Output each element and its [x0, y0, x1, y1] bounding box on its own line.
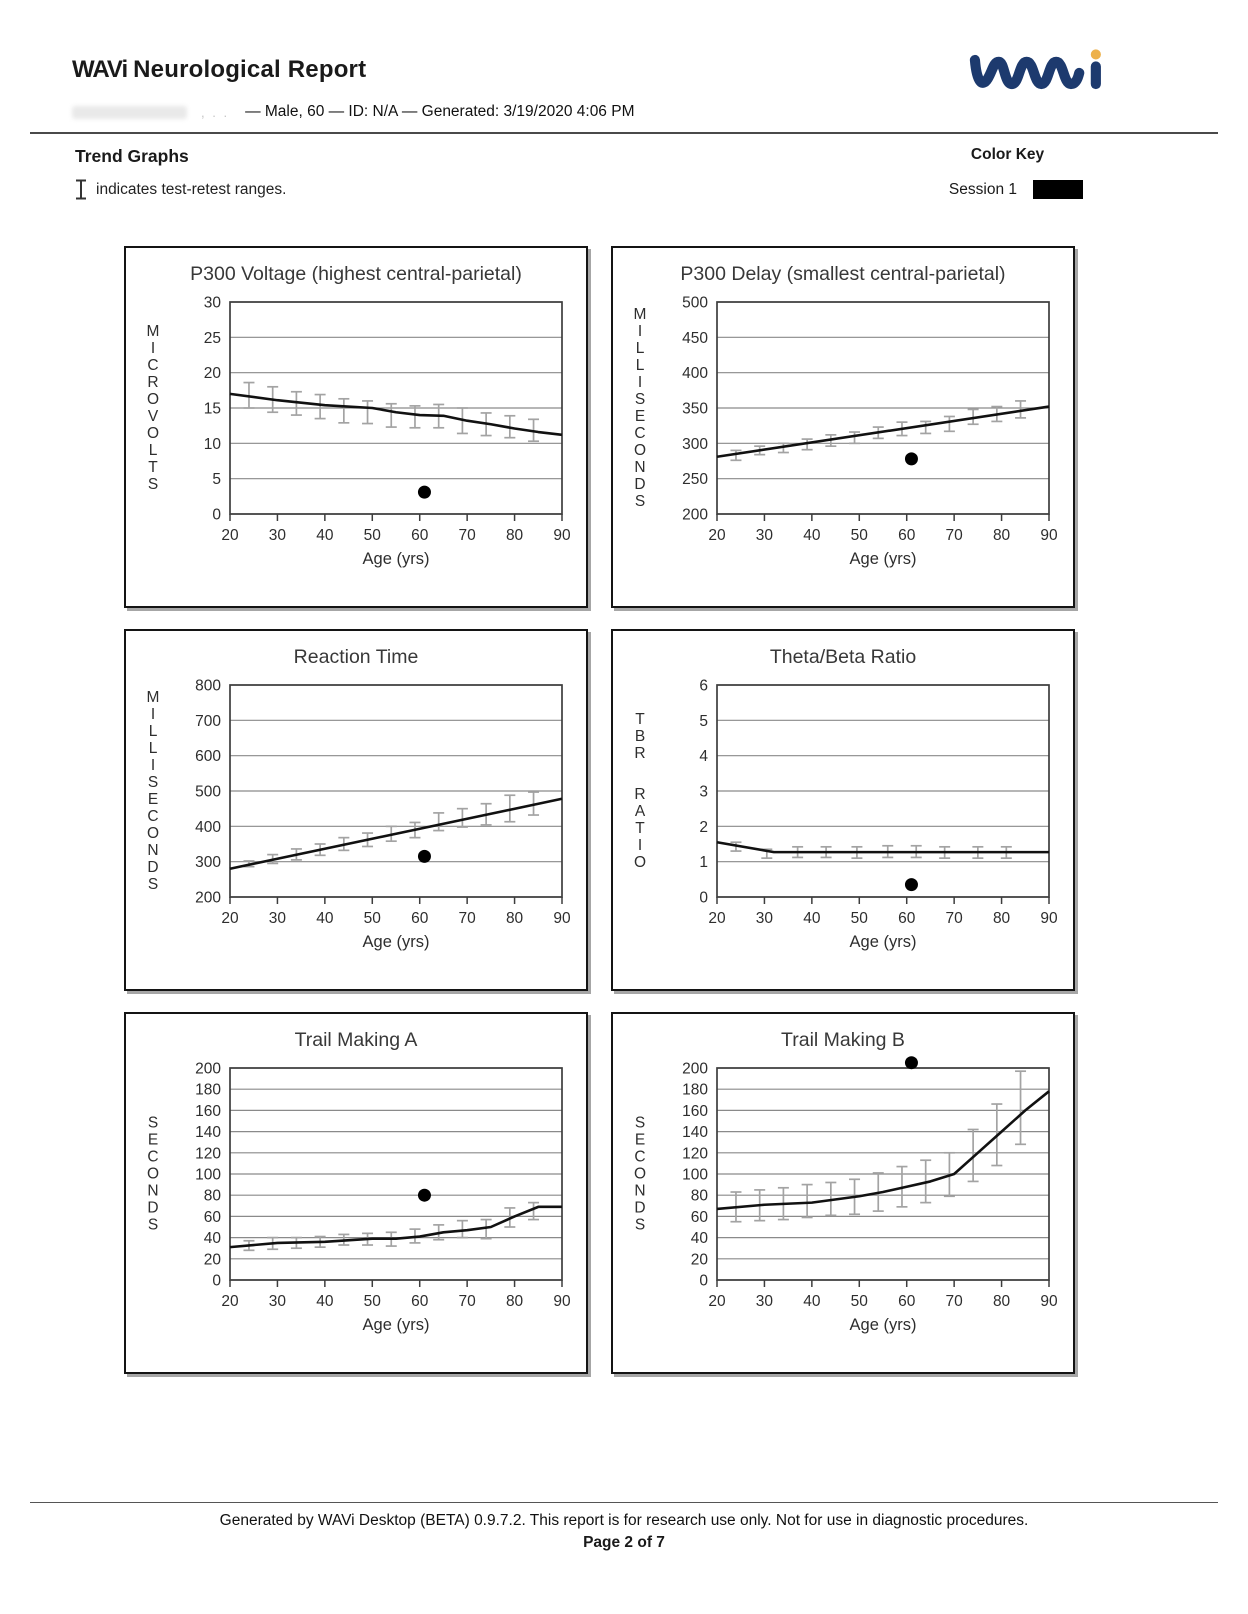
- svg-text:600: 600: [195, 748, 221, 766]
- footer-divider: [30, 1502, 1218, 1503]
- report-subtitle: [72, 103, 1185, 121]
- svg-text:Age (yrs): Age (yrs): [362, 550, 430, 568]
- svg-text:20: 20: [203, 1251, 221, 1269]
- svg-text:S: S: [634, 391, 646, 408]
- svg-text:30: 30: [268, 527, 287, 544]
- svg-text:0: 0: [212, 1272, 221, 1290]
- svg-text:S: S: [147, 476, 159, 493]
- svg-text:20: 20: [221, 527, 239, 544]
- svg-text:T: T: [635, 711, 645, 728]
- svg-text:80: 80: [992, 910, 1011, 927]
- meta-row: [75, 146, 1173, 200]
- svg-text:80: 80: [690, 1187, 708, 1205]
- svg-text:40: 40: [316, 1293, 334, 1310]
- svg-text:R: R: [147, 374, 159, 391]
- svg-text:S: S: [147, 876, 159, 893]
- svg-text:Age (yrs): Age (yrs): [362, 1316, 430, 1334]
- svg-text:O: O: [633, 854, 647, 871]
- chart-canvas-theta-beta-ratio: [613, 673, 1073, 963]
- page-title: [72, 56, 366, 84]
- svg-text:80: 80: [203, 1187, 221, 1205]
- svg-text:15: 15: [203, 400, 221, 418]
- svg-text:S: S: [634, 493, 646, 510]
- svg-text:I: I: [150, 340, 156, 357]
- svg-text:Age (yrs): Age (yrs): [849, 550, 917, 568]
- svg-text:90: 90: [1040, 1293, 1058, 1310]
- svg-text:N: N: [147, 842, 159, 859]
- svg-text:L: L: [635, 340, 645, 357]
- svg-text:140: 140: [682, 1124, 708, 1142]
- svg-text:70: 70: [458, 910, 476, 927]
- svg-text:80: 80: [992, 1293, 1011, 1310]
- svg-text:160: 160: [195, 1102, 221, 1120]
- svg-text:70: 70: [945, 527, 963, 544]
- trend-graphs-block: [75, 146, 286, 200]
- svg-text:40: 40: [316, 527, 334, 544]
- error-bar-icon: [75, 179, 87, 200]
- chart-canvas-reaction-time: [126, 673, 586, 963]
- svg-text:C: C: [147, 808, 159, 825]
- svg-text:50: 50: [850, 1293, 868, 1310]
- svg-text:90: 90: [553, 1293, 571, 1310]
- svg-text:90: 90: [553, 910, 571, 927]
- svg-text:30: 30: [268, 1293, 287, 1310]
- svg-text:I: I: [150, 706, 156, 723]
- svg-text:500: 500: [195, 783, 221, 801]
- svg-text:60: 60: [411, 1293, 429, 1310]
- svg-text:140: 140: [195, 1124, 221, 1142]
- wavi-logo: [963, 48, 1153, 96]
- brand-row: [72, 56, 1185, 96]
- svg-text:50: 50: [363, 527, 381, 544]
- svg-text:700: 700: [195, 712, 221, 730]
- svg-text:90: 90: [1040, 910, 1058, 927]
- svg-text:O: O: [146, 391, 160, 408]
- svg-text:40: 40: [803, 910, 821, 927]
- svg-text:N: N: [147, 1182, 159, 1200]
- svg-text:20: 20: [708, 1293, 726, 1310]
- charts-grid: [124, 246, 1248, 1374]
- svg-text:90: 90: [553, 527, 571, 544]
- svg-text:800: 800: [195, 677, 221, 695]
- chart-panel-p300-delay: [611, 246, 1075, 608]
- svg-text:30: 30: [755, 527, 774, 544]
- patient-info-text: — Male, 60 — ID: N/A — Generated: 3/19/2020 4:06 PM: [245, 103, 635, 120]
- svg-text:20: 20: [708, 910, 726, 927]
- svg-text:E: E: [634, 408, 646, 425]
- chart-title: P300 Voltage (highest central-parietal): [190, 263, 522, 285]
- svg-text:60: 60: [203, 1208, 221, 1226]
- svg-text:L: L: [148, 442, 158, 459]
- svg-text:160: 160: [682, 1102, 708, 1120]
- chart-panel-trail-making-a: [124, 1012, 588, 1374]
- svg-text:S: S: [147, 1114, 159, 1132]
- chart-reaction-time: [126, 673, 586, 968]
- svg-text:60: 60: [411, 527, 429, 544]
- svg-text:250: 250: [682, 471, 708, 489]
- svg-text:80: 80: [992, 527, 1011, 544]
- svg-text:A: A: [634, 803, 646, 820]
- svg-text:5: 5: [212, 471, 221, 489]
- svg-text:50: 50: [363, 1293, 381, 1310]
- svg-text:60: 60: [898, 1293, 916, 1310]
- color-key-title: Color Key: [970, 146, 1045, 163]
- svg-text:40: 40: [803, 527, 821, 544]
- legend-text: indicates test-retest ranges.: [96, 180, 287, 198]
- svg-text:S: S: [634, 1216, 646, 1234]
- svg-text:R: R: [634, 786, 646, 803]
- svg-text:350: 350: [682, 400, 708, 418]
- chart-canvas-p300-voltage: [126, 290, 586, 580]
- svg-text:6: 6: [699, 677, 708, 695]
- svg-text:N: N: [634, 1182, 646, 1200]
- svg-text:0: 0: [699, 1272, 708, 1290]
- chart-title: P300 Delay (smallest central-parietal): [680, 263, 1006, 285]
- color-key-session-row: [949, 180, 1083, 199]
- svg-text:D: D: [147, 859, 159, 876]
- svg-text:60: 60: [898, 910, 916, 927]
- svg-text:180: 180: [682, 1081, 708, 1099]
- svg-text:180: 180: [195, 1081, 221, 1099]
- svg-text:0: 0: [699, 889, 708, 907]
- svg-text:300: 300: [682, 435, 708, 453]
- chart-canvas-trail-making-b: [613, 1056, 1073, 1346]
- svg-text:Age (yrs): Age (yrs): [362, 933, 430, 951]
- svg-text:90: 90: [1040, 527, 1058, 544]
- svg-text:N: N: [634, 459, 646, 476]
- svg-text:C: C: [634, 425, 646, 442]
- report-header: [72, 0, 1185, 121]
- chart-panel-reaction-time: [124, 629, 588, 991]
- svg-text:M: M: [146, 689, 160, 706]
- chart-panel-p300-voltage: [124, 246, 588, 608]
- svg-text:40: 40: [803, 1293, 821, 1310]
- svg-text:40: 40: [203, 1230, 221, 1248]
- svg-text:C: C: [634, 1148, 646, 1166]
- svg-text:100: 100: [682, 1166, 708, 1184]
- svg-text:D: D: [634, 476, 646, 493]
- chart-p300-delay: [613, 290, 1073, 585]
- svg-text:60: 60: [690, 1208, 708, 1226]
- session-1-swatch: [1033, 180, 1083, 199]
- svg-text:R: R: [634, 745, 646, 762]
- svg-text:80: 80: [505, 1293, 524, 1310]
- svg-text:T: T: [148, 459, 158, 476]
- svg-text:I: I: [637, 837, 643, 854]
- wavi-logo-wave: [975, 60, 1079, 84]
- svg-text:20: 20: [690, 1251, 708, 1269]
- svg-text:I: I: [637, 374, 643, 391]
- svg-text:70: 70: [945, 910, 963, 927]
- redaction-marks: , . .: [201, 104, 230, 120]
- svg-text:80: 80: [505, 910, 524, 927]
- chart-title: Reaction Time: [293, 646, 419, 668]
- svg-text:30: 30: [268, 910, 287, 927]
- svg-text:E: E: [147, 791, 159, 808]
- section-title: Trend Graphs: [75, 146, 189, 166]
- svg-text:I: I: [637, 323, 643, 340]
- svg-text:C: C: [147, 1148, 159, 1166]
- svg-text:O: O: [146, 425, 160, 442]
- svg-text:20: 20: [708, 527, 726, 544]
- svg-text:4: 4: [699, 748, 708, 766]
- chart-theta-beta-ratio: [613, 673, 1073, 968]
- svg-text:200: 200: [195, 1060, 221, 1078]
- header-divider: [30, 132, 1218, 134]
- svg-text:D: D: [634, 1199, 646, 1217]
- svg-text:O: O: [146, 825, 160, 842]
- wavi-wordmark: WAVi: [72, 56, 128, 83]
- color-key: [949, 146, 1083, 200]
- svg-text:E: E: [634, 1131, 646, 1149]
- svg-text:200: 200: [195, 889, 221, 907]
- svg-text:M: M: [633, 306, 647, 323]
- svg-text:10: 10: [203, 435, 221, 453]
- footer-page-number: Page 2 of 7: [583, 1534, 665, 1551]
- svg-text:120: 120: [682, 1145, 708, 1163]
- svg-text:25: 25: [203, 329, 221, 347]
- svg-text:50: 50: [850, 910, 868, 927]
- svg-text:5: 5: [699, 712, 708, 730]
- svg-text:30: 30: [755, 910, 774, 927]
- svg-text:70: 70: [458, 527, 476, 544]
- svg-text:50: 50: [850, 527, 868, 544]
- chart-title: Trail Making B: [781, 1029, 905, 1051]
- svg-text:C: C: [147, 357, 159, 374]
- svg-text:400: 400: [682, 365, 708, 383]
- svg-text:O: O: [633, 1165, 647, 1183]
- chart-canvas-p300-delay: [613, 290, 1073, 580]
- svg-text:60: 60: [898, 527, 916, 544]
- svg-text:O: O: [633, 442, 647, 459]
- svg-text:V: V: [147, 408, 159, 425]
- test-retest-legend: [75, 179, 286, 200]
- chart-trail-making-b: [613, 1056, 1073, 1351]
- svg-text:120: 120: [195, 1145, 221, 1163]
- svg-text:S: S: [634, 1114, 646, 1132]
- svg-text:1: 1: [699, 854, 708, 872]
- report-footer: [0, 1502, 1248, 1552]
- chart-panel-trail-making-b: [611, 1012, 1075, 1374]
- svg-text:60: 60: [411, 910, 429, 927]
- svg-text:0: 0: [212, 506, 221, 524]
- chart-title: Trail Making A: [294, 1029, 418, 1051]
- chart-panel-theta-beta-ratio: [611, 629, 1075, 991]
- svg-text:20: 20: [203, 365, 221, 383]
- patient-name-redacted: [72, 106, 187, 119]
- svg-text:70: 70: [945, 1293, 963, 1310]
- svg-text:400: 400: [195, 818, 221, 836]
- svg-text:100: 100: [195, 1166, 221, 1184]
- svg-text:40: 40: [316, 910, 334, 927]
- svg-text:20: 20: [221, 1293, 239, 1310]
- session-label: Session 1: [948, 180, 1017, 198]
- svg-text:I: I: [150, 757, 156, 774]
- svg-text:D: D: [147, 1199, 159, 1217]
- chart-p300-voltage: [126, 290, 586, 585]
- svg-text:80: 80: [505, 527, 524, 544]
- svg-text:M: M: [146, 323, 160, 340]
- svg-text:50: 50: [363, 910, 381, 927]
- svg-text:L: L: [635, 357, 645, 374]
- svg-text:S: S: [147, 774, 159, 791]
- svg-text:200: 200: [682, 506, 708, 524]
- svg-text:Age (yrs): Age (yrs): [849, 933, 917, 951]
- svg-text:T: T: [635, 820, 645, 837]
- svg-text:200: 200: [682, 1060, 708, 1078]
- svg-text:O: O: [146, 1165, 160, 1183]
- svg-text:20: 20: [221, 910, 239, 927]
- footer-note: Generated by WAVi Desktop (BETA) 0.9.7.2. This report is for research use only. Not for use in diagnostic procedures.: [219, 1512, 1029, 1529]
- svg-text:40: 40: [690, 1230, 708, 1248]
- svg-text:30: 30: [203, 294, 221, 312]
- svg-text:300: 300: [195, 854, 221, 872]
- svg-text:B: B: [634, 728, 646, 745]
- svg-text:Age (yrs): Age (yrs): [849, 1316, 917, 1334]
- wavi-logo-i-dot: [1091, 49, 1101, 59]
- svg-text:500: 500: [682, 294, 708, 312]
- svg-text:2: 2: [699, 818, 708, 836]
- svg-text:70: 70: [458, 1293, 476, 1310]
- svg-text:E: E: [147, 1131, 159, 1149]
- chart-canvas-trail-making-a: [126, 1056, 586, 1346]
- svg-text:3: 3: [699, 783, 708, 801]
- report-title-text: Neurological Report: [133, 56, 367, 83]
- svg-text:L: L: [148, 740, 158, 757]
- svg-text:450: 450: [682, 329, 708, 347]
- svg-text:30: 30: [755, 1293, 774, 1310]
- svg-text:S: S: [147, 1216, 159, 1234]
- chart-trail-making-a: [126, 1056, 586, 1351]
- svg-text:L: L: [148, 723, 158, 740]
- chart-title: Theta/Beta Ratio: [769, 646, 917, 668]
